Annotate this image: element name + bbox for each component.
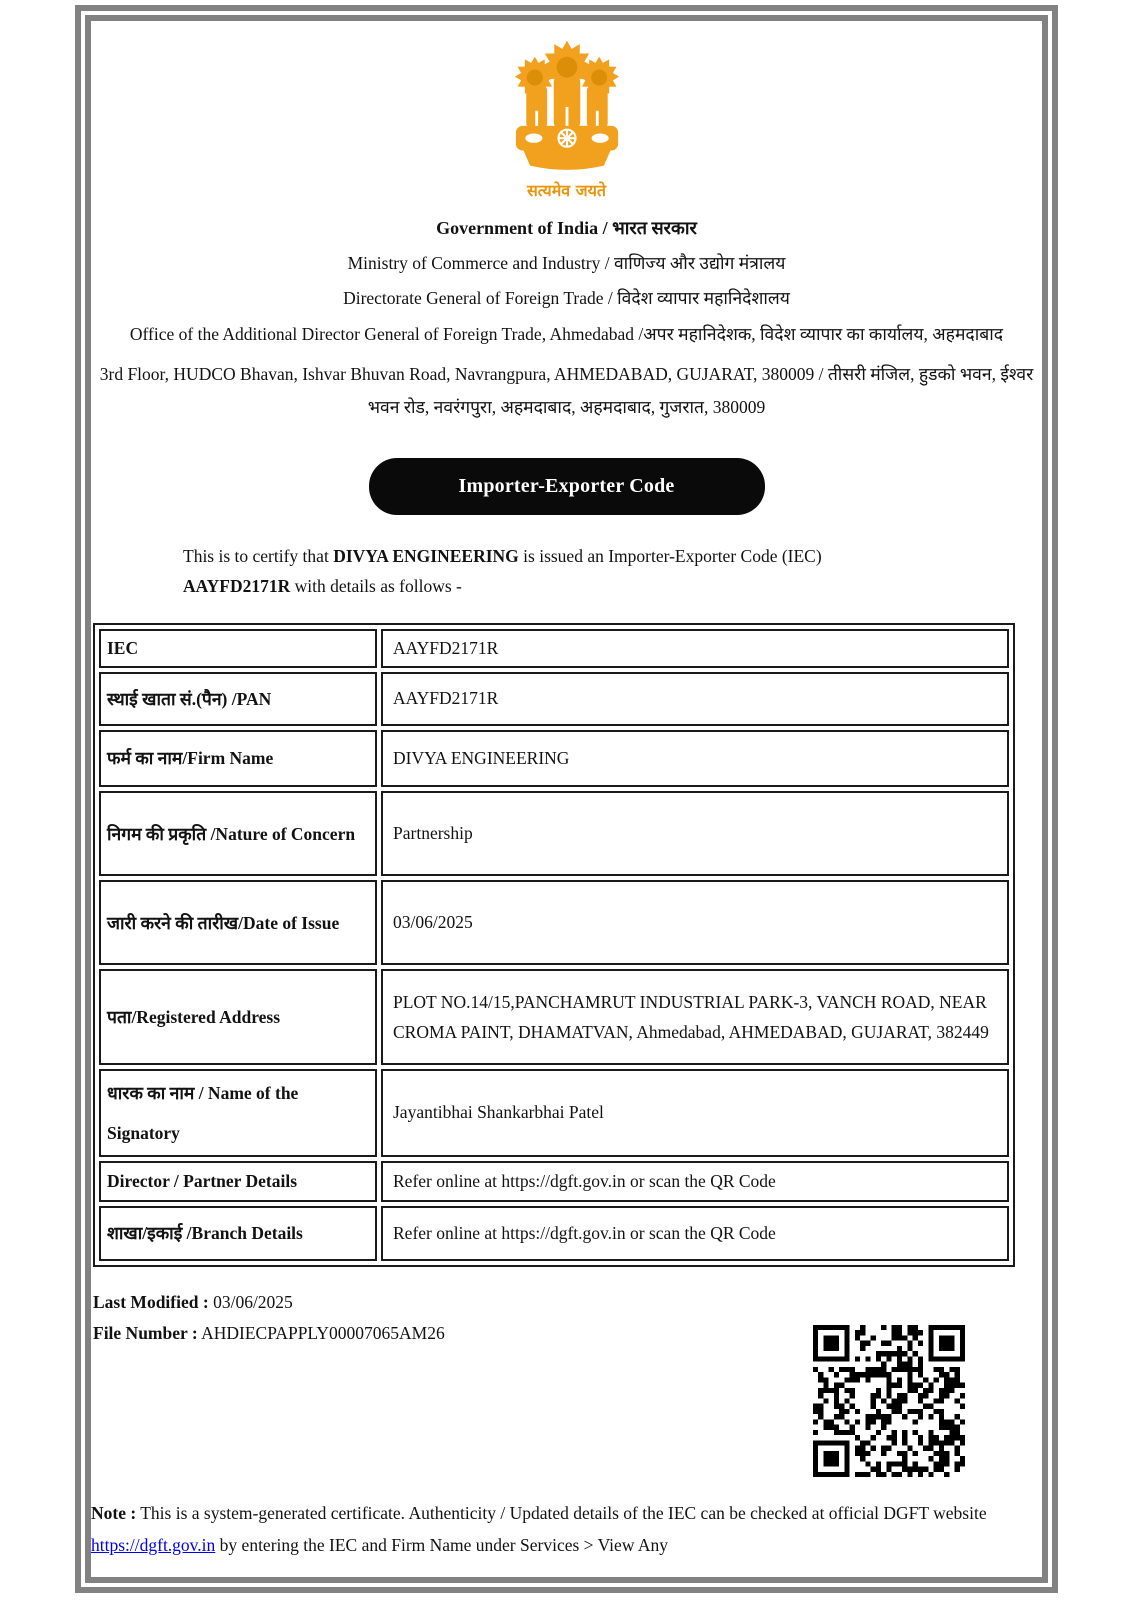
table-row-nature-of-concern — [99, 791, 1009, 876]
row-value: DIVYA ENGINEERING — [381, 730, 1009, 787]
table-row-director-partner-details — [99, 1161, 1009, 1202]
note-text-after-link: by entering the IEC and Firm Name under Services > View Any — [215, 1535, 668, 1555]
table-row-date-of-issue — [99, 880, 1009, 965]
header-office-address-line: 3rd Floor, HUDCO Bhavan, Ishvar Bhuvan Road, Navrangpura, AHMEDABAD, GUJARAT, 380009 / तीसरी मंजिल, हुडको भवन, ईश्वर भवन रोड, नवरंगपुरा, अहमदाबाद, अहमदाबाद, गुजरात, 380009 — [99, 364, 1034, 417]
iec-code: AAYFD2171R — [183, 576, 291, 596]
note-text-before-link: This is a system-generated certificate. Authenticity / Updated details of the IEC can be checked at official DGFT website — [136, 1503, 987, 1523]
file-number-line — [93, 1318, 445, 1349]
firm-name: DIVYA ENGINEERING — [333, 546, 519, 566]
row-label: निगम की प्रकृति /Nature of Concern — [99, 791, 377, 876]
row-value: Refer online at https://dgft.gov.in or scan the QR Code — [381, 1161, 1009, 1202]
page-border-frame — [75, 5, 1058, 1593]
details-table — [93, 623, 1015, 1267]
last-modified-label: Last Modified : — [93, 1292, 209, 1312]
row-label: पता/Registered Address — [99, 969, 377, 1065]
badge-label: Importer-Exporter Code — [458, 475, 675, 497]
footer-meta — [93, 1287, 445, 1349]
table-row-pan — [99, 672, 1009, 726]
certification-statement — [183, 541, 918, 601]
header-government-line: Government of India / भारत सरकार — [436, 218, 697, 238]
file-number-label: File Number : — [93, 1323, 198, 1343]
table-row-registered-address — [99, 969, 1009, 1065]
row-value: PLOT NO.14/15,PANCHAMRUT INDUSTRIAL PARK-3, VANCH ROAD, NEAR CROMA PAINT, DHAMATVAN, Ahmedabad, AHMEDABAD, GUJARAT, 382449 — [381, 969, 1009, 1065]
intro-suffix: with details as follows - — [290, 576, 462, 596]
certificate-page — [91, 35, 1042, 1591]
row-value: Refer online at https://dgft.gov.in or scan the QR Code — [381, 1206, 1009, 1261]
row-label: धारक का नाम / Name of the Signatory — [99, 1069, 377, 1157]
row-label: IEC — [99, 629, 377, 668]
row-label: शाखा/इकाई /Branch Details — [99, 1206, 377, 1261]
table-row-iec — [99, 629, 1009, 668]
row-label: Director / Partner Details — [99, 1161, 377, 1202]
last-modified-line — [93, 1287, 445, 1318]
last-modified-value: 03/06/2025 — [213, 1292, 293, 1312]
header-directorate-line: Directorate General of Foreign Trade / विदेश व्यापार महानिदेशालय — [343, 288, 790, 308]
row-label: स्थाई खाता सं.(पैन) /PAN — [99, 672, 377, 726]
table-row-signatory-name — [99, 1069, 1009, 1157]
importer-exporter-code-badge — [369, 458, 765, 515]
file-number-value: AHDIECPAPPLY00007065AM26 — [201, 1323, 445, 1343]
table-row-firm-name — [99, 730, 1009, 787]
table-row-branch-details — [99, 1206, 1009, 1261]
row-value: AAYFD2171R — [381, 672, 1009, 726]
row-value: Partnership — [381, 791, 1009, 876]
row-value: 03/06/2025 — [381, 880, 1009, 965]
ashoka-emblem-icon — [491, 35, 643, 177]
row-value: Jayantibhai Shankarbhai Patel — [381, 1069, 1009, 1157]
intro-prefix: This is to certify that — [183, 546, 334, 566]
chakra-wheel-icon — [558, 130, 575, 147]
header-ministry-line: Ministry of Commerce and Industry / वाणिज्य और उद्योग मंत्रालय — [347, 253, 786, 273]
header-office-line: Office of the Additional Director General of Foreign Trade, Ahmedabad /अपर महानिदेशक, विदेश व्यापार का कार्यालय, अहमदाबाद — [129, 324, 1004, 344]
dgft-website-link[interactable]: https://dgft.gov.in — [91, 1535, 216, 1555]
row-label: फर्म का नाम/Firm Name — [99, 730, 377, 787]
emblem-motto: सत्यमेव जयते — [526, 181, 607, 200]
intro-middle: is issued an Importer-Exporter Code (IEC) — [518, 546, 822, 566]
qr-code — [813, 1325, 965, 1477]
footer-note — [91, 1497, 999, 1561]
page-border-frame-inner — [85, 15, 1048, 1583]
note-label: Note : — [91, 1503, 137, 1523]
row-label: जारी करने की तारीख/Date of Issue — [99, 880, 377, 965]
row-value: AAYFD2171R — [381, 629, 1009, 668]
